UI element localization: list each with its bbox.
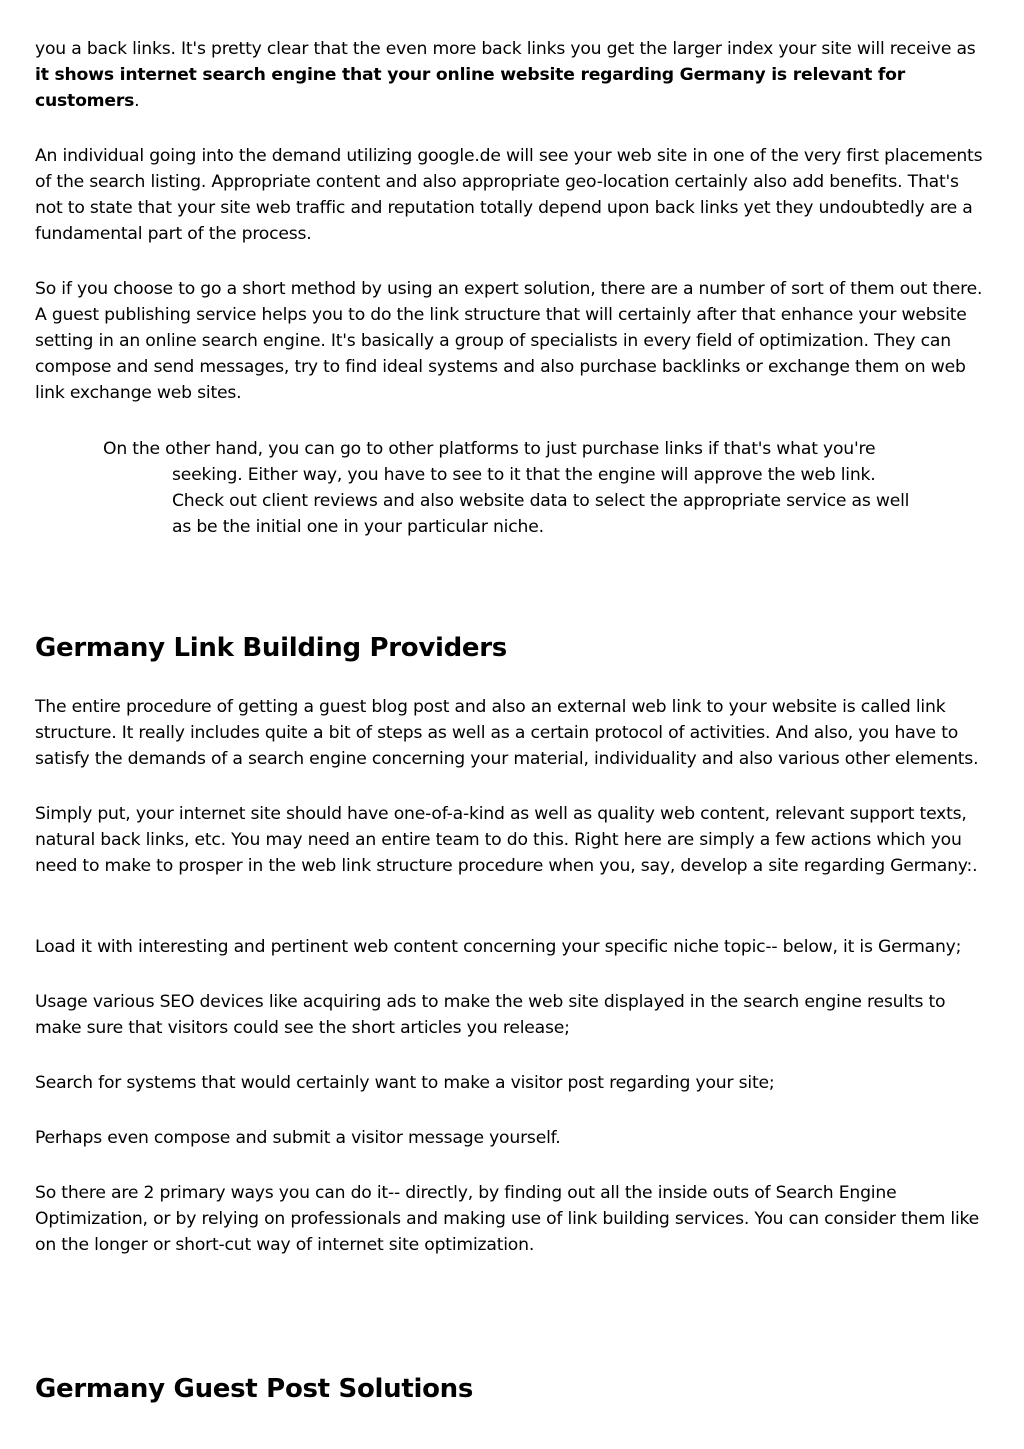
google-paragraph: An individual going into the demand utilizing google.de will see your web site in one of the very first placements of the search listing. Appropriate content and also appropriate geo-location certainly also add benefits. That's not to state that your site web traffic and reputation totally depend upon back links yet they undoubtedly are a fundamental part of the process. xyxy=(35,146,983,244)
procedure-paragraph: The entire procedure of getting a guest blog post and also an external web link to your website is called link structure. It really includes quite a bit of steps as well as a certain protocol of activities. And also, you have to satisfy the demands of a search engine concerning your material, individuality and also various other elements. xyxy=(35,697,979,769)
intro-end: . xyxy=(134,91,140,111)
step-item: Usage various SEO devices like acquiring ads to make the web site displayed in the search engine results to make sure that visitors could see the short articles you release; xyxy=(35,992,946,1038)
section-heading-guest-post: Germany Guest Post Solutions xyxy=(35,1374,474,1404)
simply-put-paragraph: Simply put, your internet site should have one-of-a-kind as well as quality web content, relevant support texts, natural back links, etc. You may need an entire team to do this. Right here are simply a few actions which you need to make to prosper in the web link structure procedure when you, say, develop a site regarding Germany:. xyxy=(35,804,978,876)
article xyxy=(35,36,990,1405)
section-heading-link-building: Germany Link Building Providers xyxy=(35,633,507,663)
expert-solution-paragraph: So if you choose to go a short method by using an expert solution, there are a number of sort of them out there. A guest publishing service helps you to do the link structure that will certainly after that enhance your website setting in an online search engine. It's basically a group of specialists in every field of optimization. They can compose and send messages, try to find ideal systems and also purchase backlinks or exchange them on web link exchange web sites. xyxy=(35,279,983,403)
intro-paragraph xyxy=(35,36,990,114)
intro-bold-text: it shows internet search engine that your online website regarding Germany is relevant for customers xyxy=(35,65,906,111)
two-ways-paragraph: So there are 2 primary ways you can do it-- directly, by finding out all the inside outs of Search Engine Optimization, or by relying on professionals and making use of link building services. You can consider them like on the longer or short-cut way of internet site optimization. xyxy=(35,1183,980,1255)
step-item: Load it with interesting and pertinent web content concerning your specific niche topic-- below, it is Germany; xyxy=(35,937,962,957)
intro-text: you a back links. It's pretty clear that the even more back links you get the larger index your site will receive as xyxy=(35,39,976,59)
step-item: Perhaps even compose and submit a visitor message yourself. xyxy=(35,1128,561,1148)
quote-paragraph: On the other hand, you can go to other platforms to just purchase links if that's what you're seeking. Either way, you have to see to it that the engine will approve the web link. Check out client reviews and also website data to select the appropriate service as well as be the initial one in your particular niche. xyxy=(103,439,910,537)
step-item: Search for systems that would certainly want to make a visitor post regarding your site; xyxy=(35,1073,775,1093)
